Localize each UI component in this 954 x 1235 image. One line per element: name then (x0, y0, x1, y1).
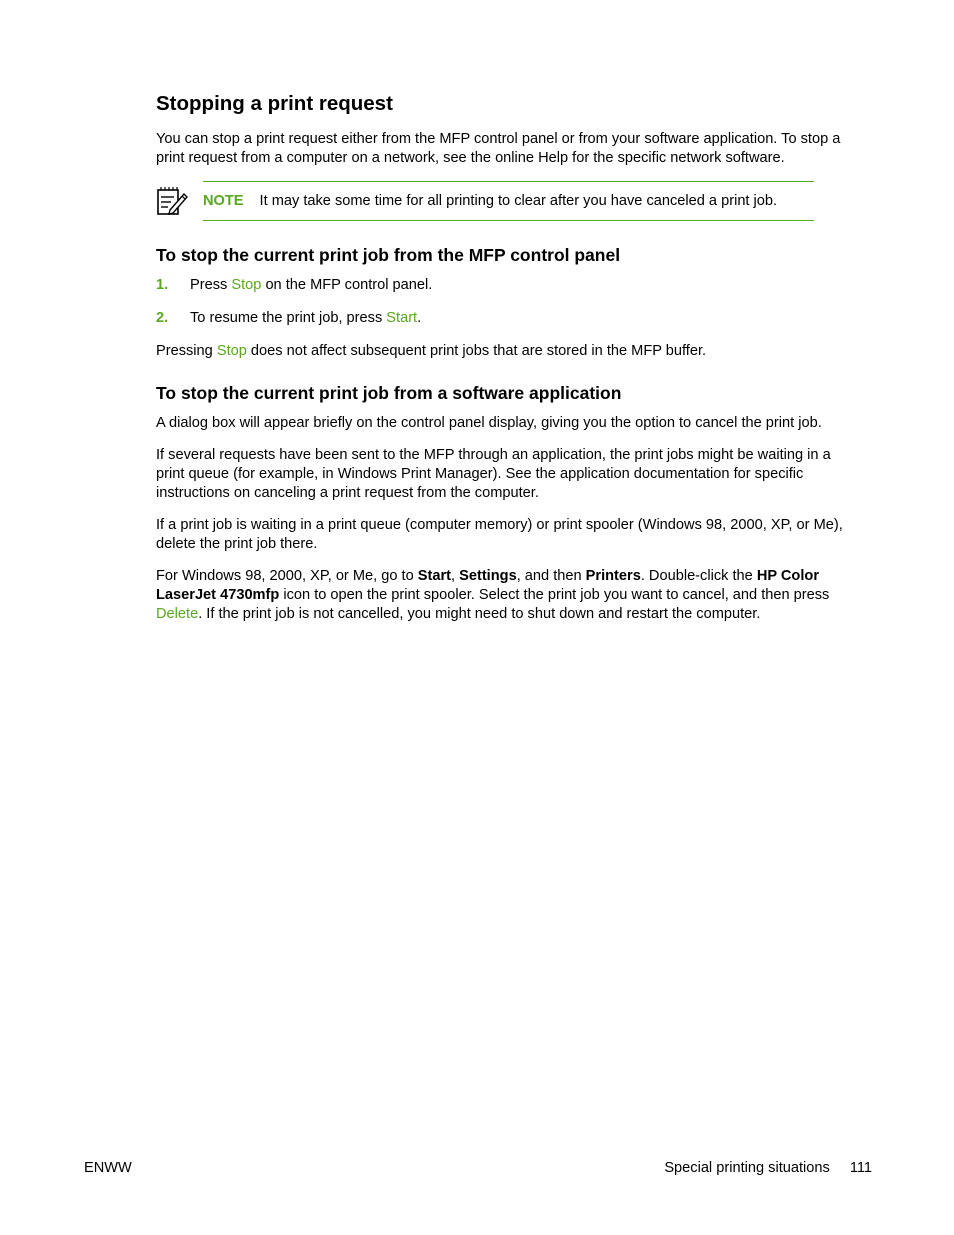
paragraph-text: does not affect subsequent print jobs that are stored in the MFP buffer. (246, 343, 707, 359)
note-icon (156, 184, 188, 216)
step-number: 2. (156, 310, 169, 326)
note-callout (156, 181, 860, 221)
list-item (156, 309, 860, 328)
dialog-paragraph: A dialog box will appear briefly on the control panel display, giving you the option to cancel the print job. (156, 415, 822, 431)
paragraph-text: , and then (516, 568, 586, 584)
spooler-paragraph: If a print job is waiting in a print queue (computer memory) or print spooler (Windows 98, 2000, XP, or Me), delete the print job there. (156, 517, 843, 552)
step-text: Press (190, 277, 232, 293)
page-number: 111 (849, 1160, 872, 1176)
page-content (156, 90, 860, 637)
list-item (156, 276, 860, 295)
stop-link[interactable]: Stop (216, 343, 247, 359)
note-label: NOTE (203, 193, 244, 209)
queue-paragraph: If several requests have been sent to the MFP through an application, the print jobs might be waiting in a print queue (for example, in Windows Print Manager). See the application documentation for specific instructions on canceling a print request from the computer. (156, 447, 831, 501)
start-term: Start (417, 568, 451, 584)
intro-paragraph: You can stop a print request either from the MFP control panel or from your software application. To stop a print request from a computer on a network, see the online Help for the specific network software. (156, 131, 841, 166)
paragraph-text: For Windows 98, 2000, XP, or Me, go to (156, 568, 418, 584)
page-title: Stopping a print request (156, 92, 393, 115)
footer-right (664, 1159, 872, 1178)
stop-note-paragraph (156, 342, 860, 361)
delete-link[interactable]: Delete (156, 606, 199, 622)
note-box (203, 181, 814, 221)
step-text: . (417, 310, 422, 326)
footer-left: ENWW (84, 1160, 132, 1176)
stop-link[interactable]: Stop (231, 277, 262, 293)
settings-term: Settings (459, 568, 517, 584)
printers-term: Printers (585, 568, 641, 584)
step-text: on the MFP control panel. (261, 277, 433, 293)
paragraph-text: . Double-click the (640, 568, 757, 584)
footer-section: Special printing situations (664, 1160, 830, 1176)
step-text: To resume the print job, press (190, 310, 387, 326)
windows-paragraph (156, 567, 860, 624)
control-panel-steps (156, 276, 860, 328)
paragraph-text: , (451, 568, 460, 584)
start-link[interactable]: Start (386, 310, 418, 326)
paragraph-text: Pressing (156, 343, 217, 359)
step-number: 1. (156, 277, 169, 293)
paragraph-text: . If the print job is not cancelled, you might need to shut down and restart the computer. (198, 606, 761, 622)
note-text: It may take some time for all printing to clear after you have canceled a print job. (259, 193, 778, 209)
section-heading-control-panel: To stop the current print job from the MFP control panel (156, 245, 621, 265)
section-heading-software: To stop the current print job from a software application (156, 383, 622, 403)
printer-name-term: HP Color LaserJet 4730mfp (156, 568, 819, 603)
paragraph-text: icon to open the print spooler. Select the print job you want to cancel, and then press (279, 587, 830, 603)
